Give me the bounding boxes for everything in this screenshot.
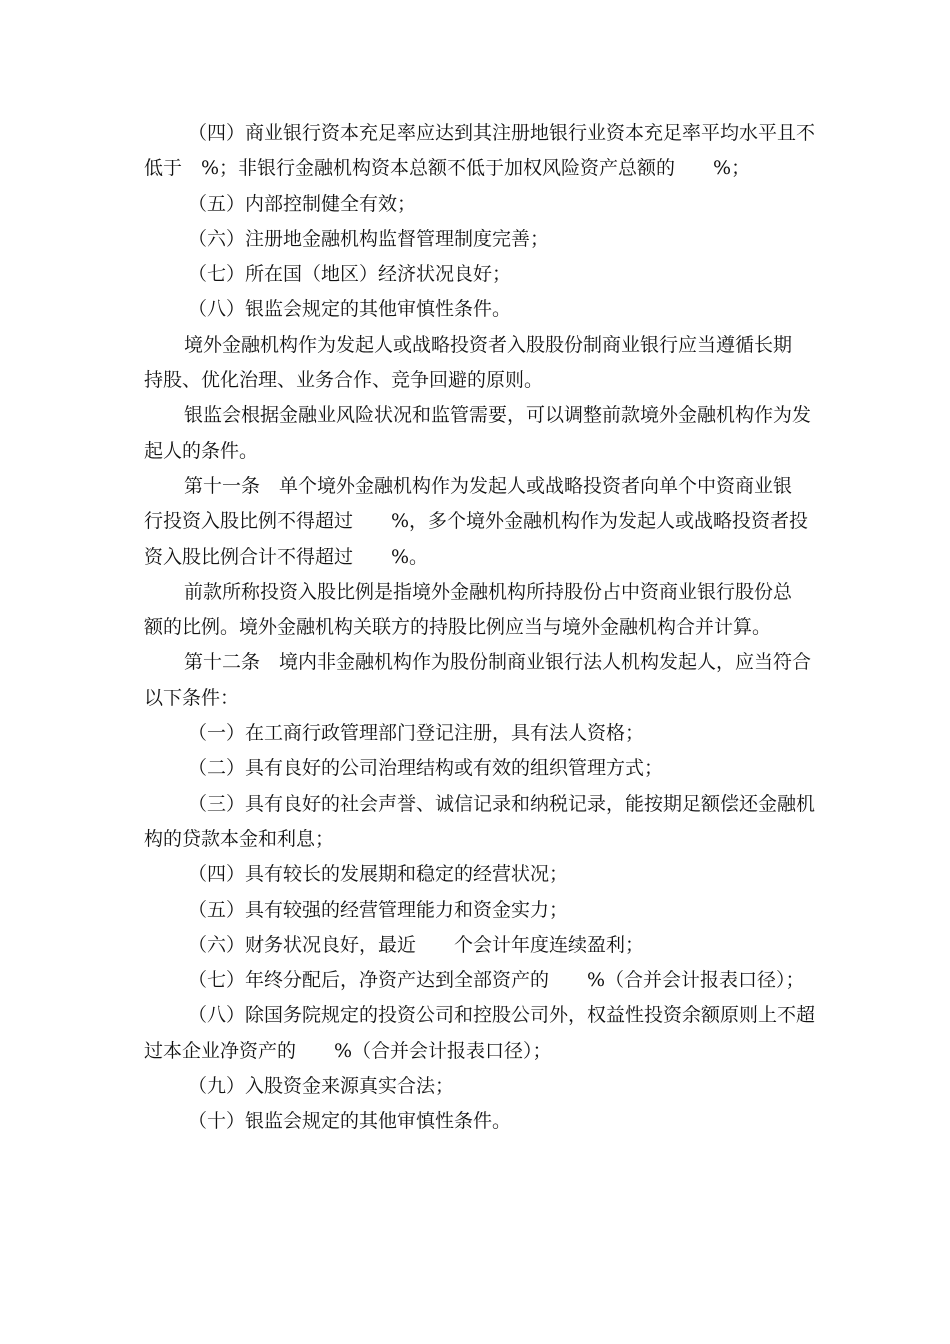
text-line: （六）财务状况良好，最近 个会计年度连续盈利； xyxy=(188,933,645,956)
text-line: （三）具有良好的社会声誉、诚信记录和纳税记录，能按期足额偿还金融机 xyxy=(188,792,816,815)
text-line: （一）在工商行政管理部门登记注册，具有法人资格； xyxy=(188,722,645,745)
text-line: 额的比例。境外金融机构关联方的持股比例应当与境外金融机构合并计算。 xyxy=(144,616,772,639)
text-line: （九）入股资金来源真实合法； xyxy=(188,1075,455,1098)
text-line: 境外金融机构作为发起人或战略投资者入股股份制商业银行应当遵循长期 xyxy=(184,333,793,356)
text-line: （五）具有较强的经营管理能力和资金实力； xyxy=(188,898,569,921)
text-line: （七）年终分配后，净资产达到全部资产的 %（合并会计报表口径）； xyxy=(188,969,805,992)
text-line: （四）商业银行资本充足率应达到其注册地银行业资本充足率平均水平且不 xyxy=(188,122,816,144)
text-line: 过本企业净资产的 %（合并会计报表口径）； xyxy=(144,1039,552,1062)
text-line: 资入股比例合计不得超过 %。 xyxy=(144,545,429,568)
text-line: （六）注册地金融机构监督管理制度完善； xyxy=(188,227,550,250)
text-line: 以下条件： xyxy=(144,686,240,709)
text-line: （四）具有较长的发展期和稳定的经营状况； xyxy=(188,863,569,886)
text-line: 行投资入股比例不得超过 %，多个境外金融机构作为发起人或战略投资者投 xyxy=(144,510,809,533)
text-line: 构的贷款本金和利息； xyxy=(144,827,335,850)
text-line: （十）银监会规定的其他审慎性条件。 xyxy=(188,1110,512,1133)
document-body xyxy=(144,116,816,1140)
text-line: 低于 %；非银行金融机构资本总额不低于加权风险资产总额的 %； xyxy=(144,157,751,180)
text-line: （八）除国务院规定的投资公司和控股公司外，权益性投资余额原则上不超 xyxy=(188,1004,816,1027)
article-line: 第十一条 单个境外金融机构作为发起人或战略投资者向单个中资商业银 xyxy=(184,474,793,497)
text-line: （八）银监会规定的其他审慎性条件。 xyxy=(188,298,512,321)
text-line: 持股、优化治理、业务合作、竞争回避的原则。 xyxy=(144,369,544,392)
text-line: （五）内部控制健全有效； xyxy=(188,192,417,215)
text-line: 前款所称投资入股比例是指境外金融机构所持股份占中资商业银行股份总 xyxy=(184,580,793,603)
text-line: 起人的条件。 xyxy=(144,439,259,462)
article-line: 第十二条 境内非金融机构作为股份制商业银行法人机构发起人，应当符合 xyxy=(184,651,812,674)
text-line: （二）具有良好的公司治理结构或有效的组织管理方式； xyxy=(188,757,664,780)
text-line: （七）所在国（地区）经济状况良好； xyxy=(188,263,512,286)
text-line: 银监会根据金融业风险状况和监管需要，可以调整前款境外金融机构作为发 xyxy=(184,404,812,427)
